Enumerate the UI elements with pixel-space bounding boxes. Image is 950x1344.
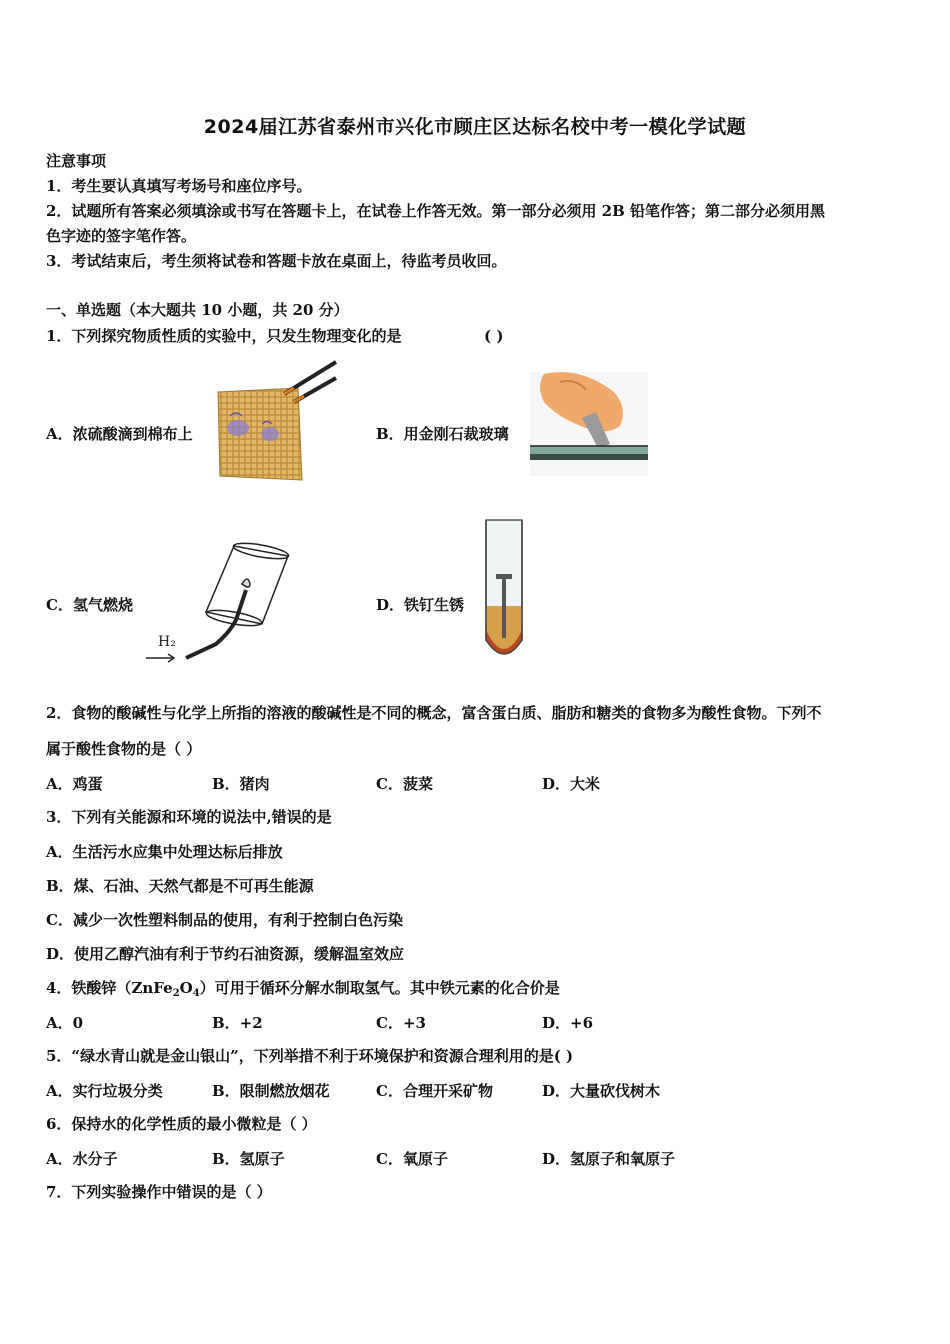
q3-option-c: C．减少一次性塑料制品的使用，有利于控制白色污染: [46, 911, 403, 929]
q1-option-b: B．用金刚石裁玻璃: [376, 425, 509, 443]
q5-option-c: C．合理开采矿物: [376, 1082, 493, 1100]
q5-option-a: A．实行垃圾分类: [46, 1082, 163, 1100]
q3-option-a: A．生活污水应集中处理达标后排放: [46, 843, 283, 861]
test-tube-figure: [478, 518, 530, 664]
q6-option-b: B．氢原子: [212, 1150, 285, 1168]
question-2-stem-cont: 属于酸性食物的是（ ）: [46, 740, 202, 758]
question-6-stem: 6．保持水的化学性质的最小微粒是（ ）: [46, 1115, 317, 1133]
q4-option-c: C．+3: [376, 1014, 426, 1032]
q6-option-d: D．氢原子和氧原子: [542, 1150, 676, 1168]
question-4-stem: 4．铁酸锌$(ZnFe_2O_4)$可用于循环分解水制取氢气。其中铁元素的化合价是: [46, 979, 560, 999]
q1-option-c: C．氢气燃烧: [46, 596, 133, 614]
page-title: 2024届江苏省泰州市兴化市顾庄区达标名校中考一模化学试题: [203, 116, 747, 138]
question-1-stem: 1．下列探究物质性质的实验中，只发生物理变化的是: [46, 327, 402, 345]
chemical-formula: $ZnFe_2O_4$: [131, 979, 200, 999]
q5-option-b: B．限制燃放烟花: [212, 1082, 330, 1100]
hydrogen-burning-figure: [146, 538, 296, 664]
notice-item: 3．考试结束后，考生须将试卷和答题卡放在桌面上，待监考员收回。: [46, 252, 507, 270]
q4-option-b: B．+2: [212, 1014, 263, 1032]
q1-option-a: A．浓硫酸滴到棉布上: [46, 425, 193, 443]
notice-heading: 注意事项: [46, 152, 107, 170]
q4-option-d: D．+6: [542, 1014, 594, 1032]
question-5-stem: 5．“绿水青山就是金山银山”，下列举措不利于环境保护和资源合理利用的是( ): [46, 1047, 574, 1065]
question-7-stem: 7．下列实验操作中错误的是（ ）: [46, 1183, 272, 1201]
q2-option-d: D．大米: [542, 775, 601, 793]
q3-option-b: B．煤、石油、天然气都是不可再生能源: [46, 877, 314, 895]
q2-option-c: C．菠菜: [376, 775, 433, 793]
notice-item: 2．试题所有答案必须填涂或书写在答题卡上，在试卷上作答无效。第一部分必须用 2B 铅笔作答；第二部分必须用黑: [46, 202, 826, 220]
question-3-stem: 3．下列有关能源和环境的说法中,错误的是: [46, 808, 332, 826]
q2-option-a: A．鸡蛋: [46, 775, 103, 793]
q2-option-b: B．猪肉: [212, 775, 270, 793]
notice-item: 1．考生要认真填写考场号和座位序号。: [46, 177, 312, 195]
q3-option-d: D．使用乙醇汽油有利于节约石油资源，缓解温室效应: [46, 945, 405, 963]
q1-option-d: D．铁钉生锈: [376, 596, 465, 614]
cloth-dropper-figure: [212, 358, 342, 484]
notice-item: 色字迹的签字笔作答。: [46, 227, 197, 245]
question-2-stem: 2．食物的酸碱性与化学上所指的溶液的酸碱性是不同的概念，富含蛋白质、脂肪和糖类的食物多为酸性食物。下列不: [46, 704, 822, 722]
q5-option-d: D．大量砍伐树木: [542, 1082, 661, 1100]
q6-option-c: C．氧原子: [376, 1150, 448, 1168]
section-heading: 一、单选题（本大题共 10 小题，共 20 分）: [46, 301, 349, 319]
glass-cutting-figure: [530, 372, 648, 476]
q6-option-a: A．水分子: [46, 1150, 118, 1168]
h2-label: H₂: [158, 634, 176, 650]
question-1-paren: ( ): [484, 327, 504, 345]
q4-option-a: A．0: [46, 1014, 84, 1032]
